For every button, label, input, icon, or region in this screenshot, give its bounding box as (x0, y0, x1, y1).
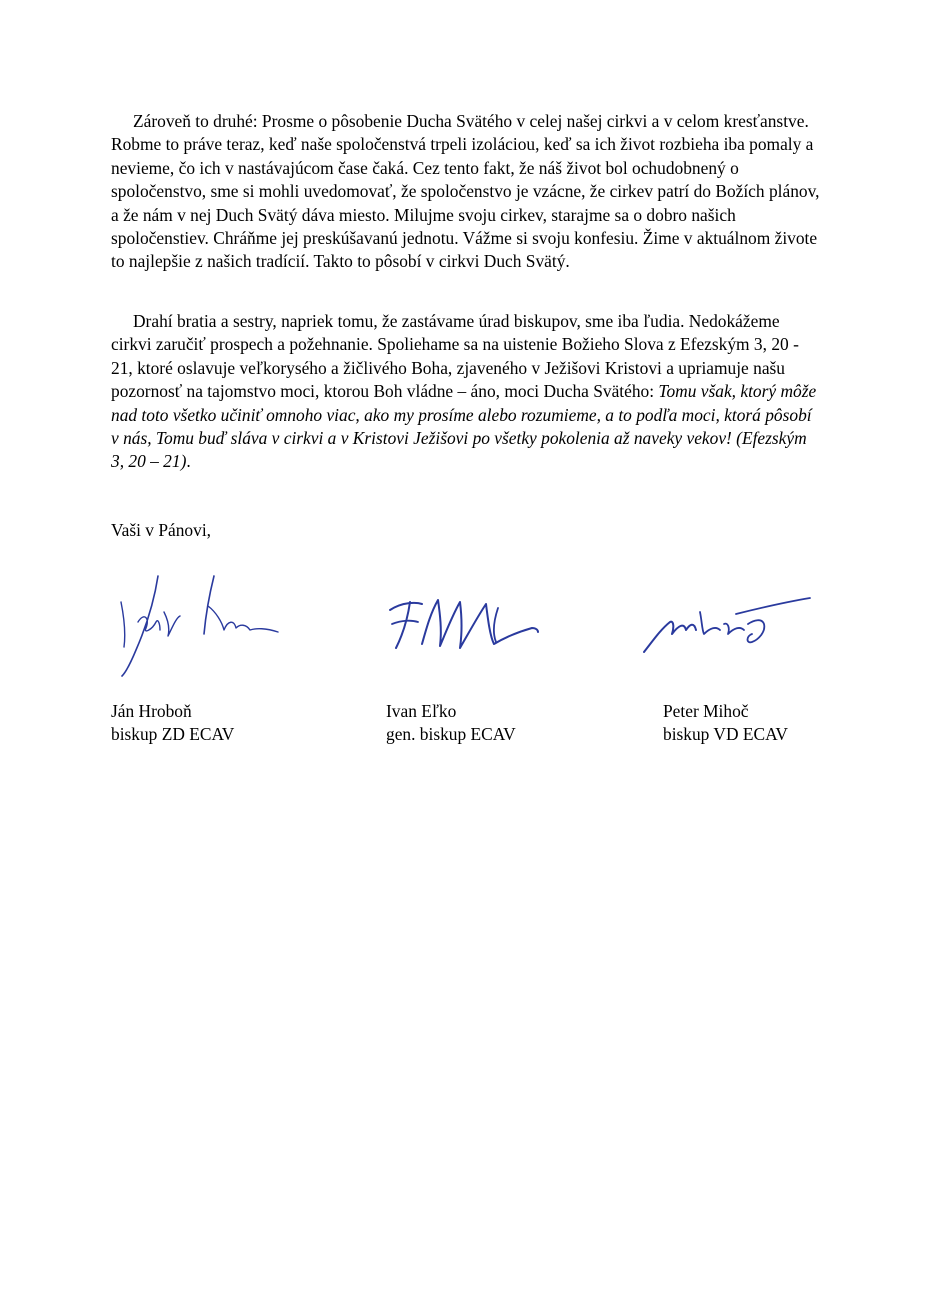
signer-title: gen. biskup ECAV (386, 724, 516, 745)
signature-hrobon-drawing (116, 572, 286, 682)
signature-elko (382, 594, 547, 656)
paragraph-bishops-end: . (186, 451, 191, 472)
scripture-quote: Tomu však, ktorý môže nad toto všetko učiniť omnoho viac, ako my prosíme alebo rozumieme, a to podľa moci, ktorá pôsobí v nás, Tomu buď sláva v cirkvi a v Kristovi Ježišovi po všetky pokolenia až naveky vekov! (Efezským 3, 20 – 21) (111, 381, 817, 472)
signature-hrobon (116, 572, 286, 682)
signer-title: biskup VD ECAV (663, 724, 788, 745)
signer-name: Ivan Eľko (386, 701, 457, 721)
paragraph-prayer: Zároveň to druhé: Prosme o pôsobenie Ducha Svätého v celej našej cirkvi a v celom kresťanstve. Robme to práve teraz, keď naše spoločenstvá trpeli izoláciou, keď sa ich život rozbieha iba pomaly a nevieme, čo ich v nastávajúcom čase čaká. Cez tento fakt, že náš život bol ochudobnený o spoločenstvo, sme si mohli uvedomovať, že spoločenstvo je vzácne, že cirkev patrí do Božích plánov, a že nám v nej Duch Svätý dáva miesto. Milujme svoju cirkev, starajme sa o dobro našich spoločenstiev. Chráňme jej preskúšavanú jednotu. Vážme si svoju konfesiu. Žime v aktuálnom živote to najlepšie z našich tradícií. Takto to pôsobí v cirkvi Duch Svätý. (111, 111, 820, 272)
signer-name: Ján Hroboň (111, 701, 192, 721)
signature-mihoc-drawing (640, 594, 815, 656)
closing-greeting: Vaši v Pánovi, (111, 520, 211, 540)
signer-hrobon (111, 700, 234, 747)
signer-name: Peter Mihoč (663, 701, 749, 721)
signer-mihoc (663, 700, 788, 747)
paragraph-bishops-intro: Drahí bratia a sestry, napriek tomu, že zastávame úrad biskupov, sme iba ľudia. Nedokážeme cirkvi zaručiť prospech a požehnanie. Spoliehame sa na uistenie Božieho Slova z Efezským 3, 20 - 21, ktoré oslavuje veľkorysého a žičlivého Boha, zjaveného v Ježišovi Kristovi a upriamuje našu pozornosť na tajomstvo moci, ktorou Boh vládne – áno, moci Ducha Svätého: (111, 311, 799, 402)
paragraph-bishops (111, 310, 823, 474)
signature-elko-drawing (382, 594, 547, 656)
signer-title: biskup ZD ECAV (111, 724, 235, 745)
signature-mihoc (640, 594, 815, 656)
signer-elko (386, 700, 516, 747)
